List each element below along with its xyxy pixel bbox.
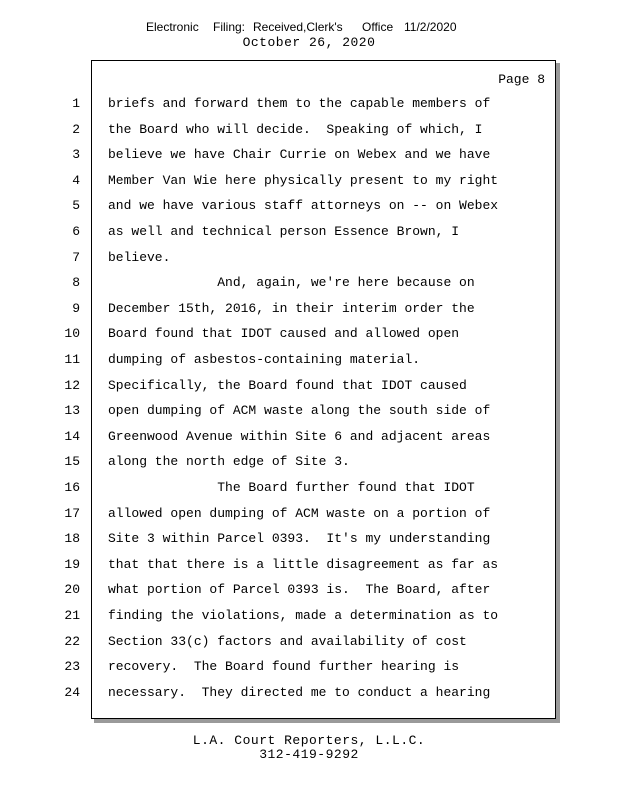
court-reporter-name: L.A. Court Reporters, L.L.C.: [192, 733, 426, 748]
transcript-line: [72, 147, 618, 163]
line-text: Specifically, the Board found that IDOT caused: [108, 377, 467, 393]
line-text: Site 3 within Parcel 0393. It's my understanding: [108, 531, 491, 547]
line-text: and we have various staff attorneys on -- on Webex: [108, 198, 499, 214]
line-text: the Board who will decide. Speaking of which, I: [108, 121, 483, 137]
transcript-line: [64, 659, 618, 675]
transcript-line: [64, 403, 618, 419]
line-number: 12: [64, 377, 80, 393]
line-number: 24: [64, 684, 80, 700]
transcript-line: [72, 121, 618, 138]
line-text: believe we have Chair Currie on Webex and we have: [108, 147, 491, 163]
transcript-line: [64, 377, 618, 394]
line-text: And, again, we're here because on: [108, 275, 475, 291]
court-reporter-phone: 312-419-9292: [259, 747, 359, 762]
transcript-line: [64, 556, 618, 573]
line-number: 21: [64, 608, 80, 623]
line-text: along the north edge of Site 3.: [108, 454, 350, 470]
transcript-line: [64, 531, 618, 547]
transcript-line: [72, 224, 618, 240]
line-text: dumping of asbestos-containing material.: [108, 352, 421, 367]
line-text: allowed open dumping of ACM waste on a portion of: [108, 505, 491, 521]
line-text: Greenwood Avenue within Site 6 and adjacent areas: [108, 428, 491, 444]
stamp-word-electronic: Electronic: [146, 20, 199, 34]
line-text: Section 33(c) factors and availability of cost: [108, 633, 467, 649]
transcript-line: [72, 198, 618, 214]
line-text: December 15th, 2016, in their interim order the: [108, 300, 475, 316]
line-number: 9: [72, 300, 80, 316]
line-number: 16: [64, 480, 80, 495]
line-text: Member Van Wie here physically present to my right: [108, 172, 499, 188]
line-text: open dumping of ACM waste along the south side of: [108, 403, 491, 419]
line-number: 8: [72, 275, 80, 291]
line-number: 2: [72, 121, 80, 137]
line-text: The Board further found that IDOT: [108, 480, 475, 495]
line-number: 6: [72, 224, 80, 239]
line-number: 18: [64, 531, 80, 547]
line-number: 1: [72, 96, 80, 111]
line-text: recovery. The Board found further hearing is: [108, 659, 460, 675]
transcript-line: [64, 326, 618, 342]
transcript-line: [72, 300, 618, 317]
transcript-line: [64, 454, 618, 470]
line-number: 11: [64, 352, 80, 367]
line-number: 7: [72, 249, 80, 265]
line-number: 19: [64, 556, 80, 572]
line-text: believe.: [108, 249, 171, 265]
line-text: that that there is a little disagreement as far as: [108, 556, 499, 572]
line-number: 22: [64, 633, 80, 649]
line-number: 17: [64, 505, 80, 521]
transcript-line: [64, 505, 618, 522]
line-number: 10: [64, 326, 80, 342]
stamp-date: 11/2/2020: [404, 20, 457, 34]
transcript-line: [64, 352, 618, 368]
line-number: 3: [72, 147, 80, 163]
stamp-word-received: Received,Clerk's: [253, 20, 343, 34]
line-text: briefs and forward them to the capable members of: [108, 96, 491, 111]
line-text: necessary. They directed me to conduct a hearing: [108, 684, 491, 700]
transcript-line: [64, 480, 618, 496]
stamp-word-filing: Filing:: [213, 20, 246, 34]
line-number: 23: [64, 659, 80, 675]
transcript-page: [64, 60, 556, 719]
line-number: 5: [72, 198, 80, 214]
line-text: as well and technical person Essence Brown, I: [108, 224, 460, 239]
page-number: Page 8: [498, 72, 545, 87]
line-number: 14: [64, 428, 80, 444]
transcript-line: [72, 249, 618, 266]
line-number: 4: [72, 172, 80, 188]
transcript-line: [72, 275, 618, 291]
transcript-line: [64, 608, 618, 624]
transcript-line: [64, 582, 618, 598]
line-text: what portion of Parcel 0393 is. The Board, after: [108, 582, 491, 598]
line-number: 13: [64, 403, 80, 419]
stamp-word-office: Office: [362, 20, 394, 34]
line-text: finding the violations, made a determination as to: [108, 608, 499, 623]
line-number: 20: [64, 582, 80, 598]
transcript-line: [64, 428, 618, 445]
transcript-line: [64, 684, 618, 701]
line-text: Board found that IDOT caused and allowed open: [108, 326, 460, 342]
hearing-date: October 26, 2020: [242, 35, 376, 50]
transcript-line: [72, 172, 618, 189]
transcript-line: [72, 96, 618, 112]
transcript-line: [64, 633, 618, 650]
line-number: 15: [64, 454, 80, 470]
